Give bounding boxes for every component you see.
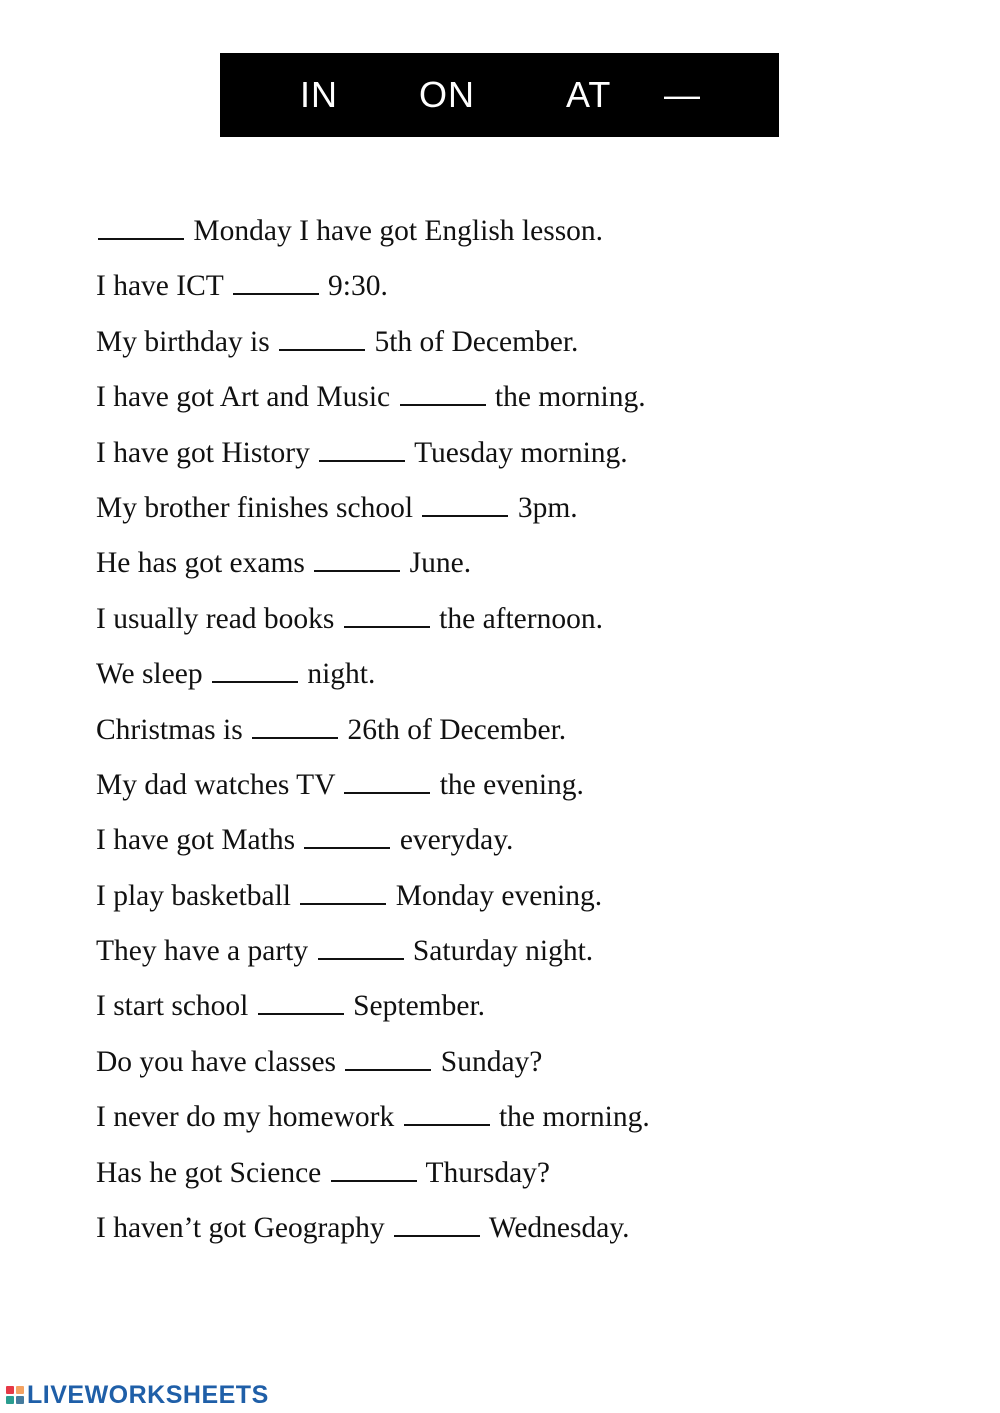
answer-blank[interactable] — [404, 1122, 490, 1126]
sentence-5 — [96, 429, 956, 484]
sentence-text-after: Wednesday. — [488, 1212, 630, 1245]
sentence-1 — [96, 207, 956, 262]
sentence-text-before: I haven’t got Geography — [96, 1212, 385, 1245]
word-at: AT — [566, 74, 612, 115]
answer-blank[interactable] — [331, 1178, 417, 1182]
sentence-18 — [96, 1149, 956, 1204]
sentence-text-before: My brother finishes school — [96, 491, 414, 524]
sentence-4 — [96, 373, 956, 428]
answer-blank[interactable] — [212, 679, 298, 683]
sentence-text-after: Sunday? — [440, 1045, 543, 1078]
sentence-12 — [96, 816, 956, 871]
sentence-text-before: He has got exams — [96, 547, 305, 580]
sentence-text-before: I have got Maths — [96, 824, 296, 857]
sentence-10 — [96, 706, 956, 761]
sentence-text-before: I usually read books — [96, 602, 335, 635]
sentence-text-before: Christmas is — [96, 713, 243, 746]
answer-blank[interactable] — [258, 1011, 344, 1015]
sentence-text-before: I have got Art and Music — [96, 381, 391, 414]
sentence-2 — [96, 262, 956, 317]
sentence-text-before: They have a party — [96, 935, 309, 968]
answer-blank[interactable] — [279, 347, 365, 351]
sentence-17 — [96, 1093, 956, 1148]
sentence-9 — [96, 650, 956, 705]
sentence-text-after: night. — [307, 658, 376, 691]
sentence-13 — [96, 872, 956, 927]
sentence-11 — [96, 761, 956, 816]
word-bank — [220, 53, 779, 137]
sentence-text-before: I start school — [96, 990, 249, 1023]
logo-grid-icon — [6, 1386, 24, 1404]
word-in: IN — [300, 74, 338, 115]
answer-blank[interactable] — [422, 513, 508, 517]
sentence-text-after: the morning. — [494, 381, 646, 414]
sentence-text-after: Tuesday morning. — [414, 436, 628, 469]
answer-blank[interactable] — [233, 291, 319, 295]
sentence-8 — [96, 595, 956, 650]
sentence-text-after: Monday I have got English lesson. — [193, 215, 604, 247]
sentence-text-after: the evening. — [439, 768, 584, 801]
sentence-text-after: June. — [409, 547, 472, 580]
sentence-text-before: We sleep — [96, 658, 203, 691]
liveworksheets-logo[interactable] — [6, 1380, 269, 1410]
sentence-text-after: 3pm. — [517, 491, 578, 524]
answer-blank[interactable] — [344, 790, 430, 794]
answer-blank[interactable] — [98, 236, 184, 240]
answer-blank[interactable] — [394, 1233, 480, 1237]
answer-blank[interactable] — [314, 568, 400, 572]
exercise-list — [96, 207, 956, 1259]
sentence-text-after: everyday. — [399, 824, 514, 857]
answer-blank[interactable] — [252, 735, 338, 739]
sentence-7 — [96, 539, 956, 594]
sentence-text-after: the morning. — [498, 1101, 650, 1134]
sentence-text-before: I play basketball — [96, 879, 291, 912]
word-on: ON — [419, 74, 475, 115]
sentence-text-after: 5th of December. — [374, 325, 579, 358]
sentence-text-before: Do you have classes — [96, 1045, 337, 1078]
sentence-3 — [96, 318, 956, 373]
sentence-6 — [96, 484, 956, 539]
sentence-text-before: I have got History — [96, 436, 310, 469]
sentence-text-before: Has he got Science — [96, 1156, 322, 1189]
sentence-text-before: My dad watches TV — [96, 768, 335, 801]
sentence-text-after: Monday evening. — [395, 879, 603, 912]
sentence-text-after: 9:30. — [328, 270, 388, 303]
answer-blank[interactable] — [304, 845, 390, 849]
sentence-text-before: My birthday is — [96, 325, 270, 358]
answer-blank[interactable] — [318, 956, 404, 960]
answer-blank[interactable] — [344, 624, 430, 628]
sentence-text-after: the afternoon. — [439, 602, 603, 635]
sentence-19 — [96, 1204, 956, 1259]
answer-blank[interactable] — [300, 901, 386, 905]
sentence-text-after: Saturday night. — [412, 935, 594, 968]
sentence-16 — [96, 1038, 956, 1093]
word-none: — — [664, 74, 701, 115]
sentence-text-after: 26th of December. — [347, 713, 567, 746]
sentence-15 — [96, 982, 956, 1037]
sentence-text-after: Thursday? — [425, 1156, 551, 1189]
sentence-text-after: September. — [353, 990, 486, 1023]
brand-name: LIVEWORKSHEETS — [27, 1380, 269, 1409]
sentence-text-before: I never do my homework — [96, 1101, 395, 1134]
answer-blank[interactable] — [319, 458, 405, 462]
answer-blank[interactable] — [345, 1067, 431, 1071]
answer-blank[interactable] — [400, 402, 486, 406]
sentence-14 — [96, 927, 956, 982]
sentence-text-before: I have ICT — [96, 270, 224, 303]
